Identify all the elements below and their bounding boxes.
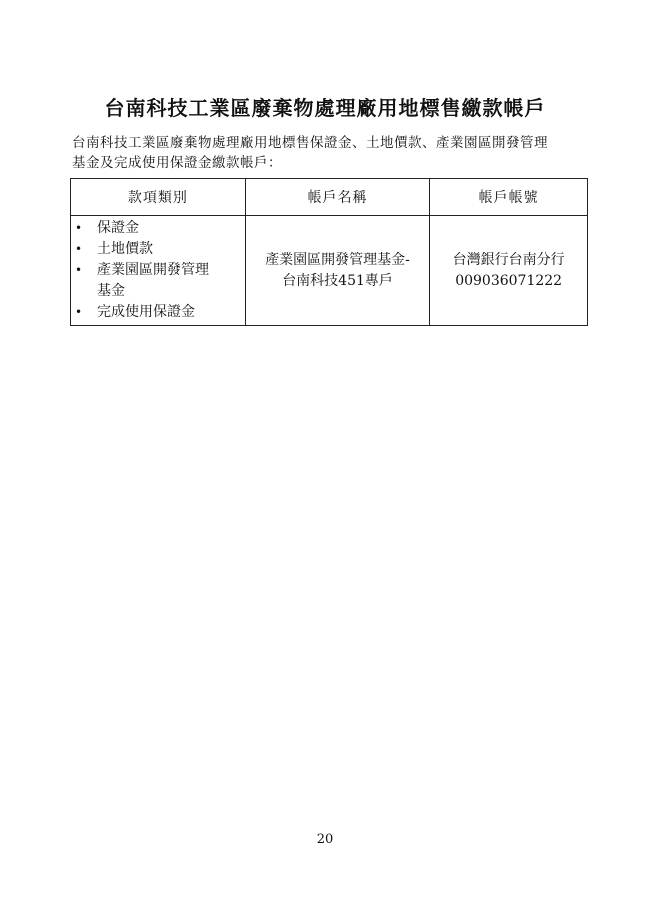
- account-number-cell: [430, 216, 588, 326]
- list-item: [71, 302, 245, 323]
- header-payment-type: 款項類別: [71, 179, 246, 216]
- table-header-row: [71, 179, 588, 216]
- account-number: 009036071222: [455, 272, 563, 289]
- account-name-cell: [245, 216, 429, 326]
- bullet-icon: •: [75, 221, 83, 235]
- intro-line-1: 台南科技工業區廢棄物處理廠用地標售保證金、土地價款、產業園區開發管理: [72, 135, 548, 151]
- bullet-icon: •: [75, 305, 83, 319]
- account-name-line-2: 台南科技451專戶: [282, 272, 393, 289]
- payment-type-cell: [71, 216, 246, 326]
- header-account-number: 帳戶帳號: [430, 179, 588, 216]
- account-name-line-1: 產業園區開發管理基金-: [265, 251, 410, 268]
- payment-type-label: 保證金: [97, 220, 139, 236]
- page-number: 20: [316, 832, 334, 847]
- payment-type-list: [71, 218, 245, 323]
- payment-type-label: 土地價款: [97, 241, 153, 257]
- bullet-icon: •: [75, 242, 83, 256]
- payment-type-label: 完成使用保證金: [97, 304, 195, 320]
- header-account-name: 帳戶名稱: [245, 179, 429, 216]
- intro-line-2: 基金及完成使用保證金繳款帳戶：: [72, 155, 282, 171]
- list-item: [71, 260, 245, 302]
- bank-name: 台灣銀行台南分行: [452, 251, 565, 268]
- list-item: [71, 239, 245, 260]
- page-title: 台南科技工業區廢棄物處理廠用地標售繳款帳戶: [104, 96, 546, 120]
- bullet-icon: •: [75, 263, 83, 277]
- payment-type-label: 產業園區開發管理: [97, 262, 209, 278]
- account-table: [70, 178, 588, 326]
- payment-type-label-continued: 基金: [97, 283, 125, 299]
- list-item: [71, 218, 245, 239]
- table-row: [71, 216, 588, 326]
- intro-paragraph: [72, 133, 592, 173]
